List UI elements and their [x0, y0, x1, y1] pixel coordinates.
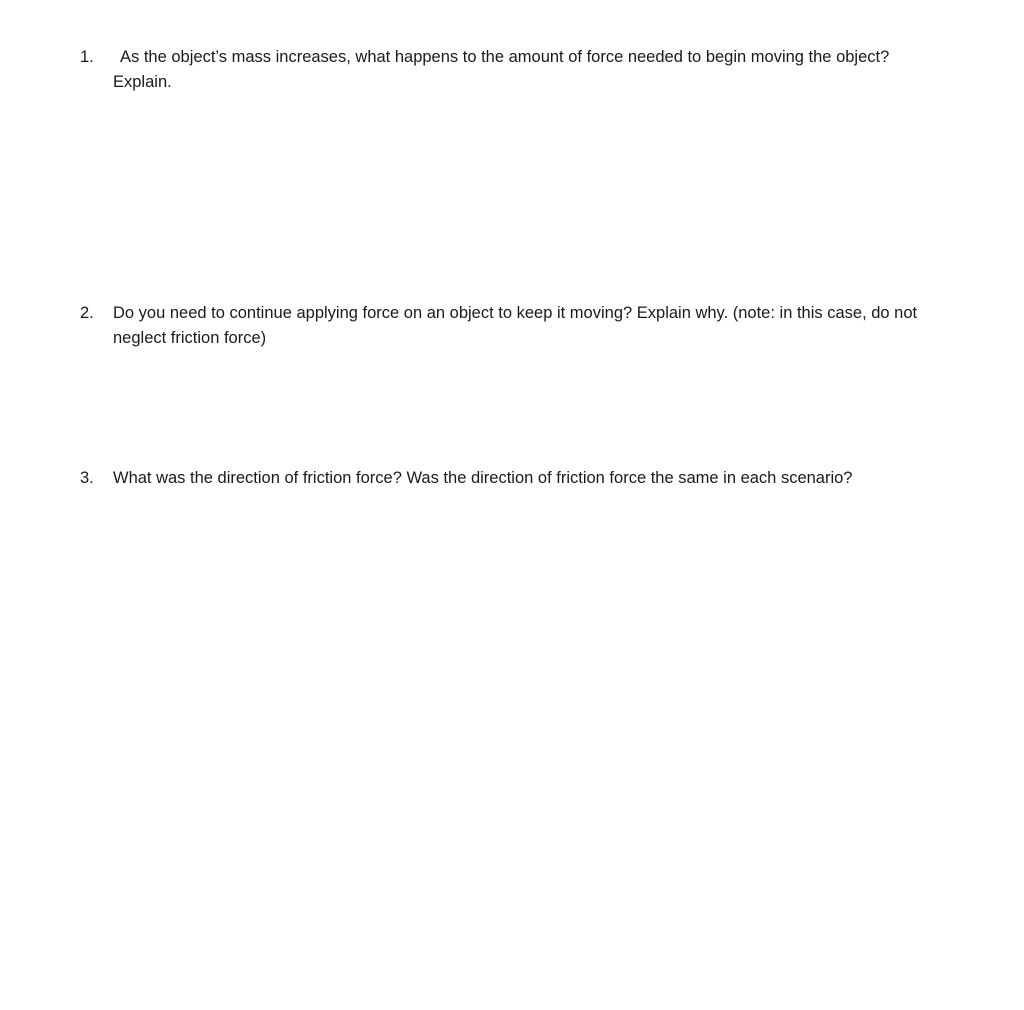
question-text-segment: object’s — [171, 48, 228, 66]
question-1 — [80, 45, 980, 95]
question-text-segment: As the — [120, 48, 172, 66]
question-text — [113, 466, 980, 491]
question-text-line: neglect friction force) — [113, 329, 267, 347]
question-text-segment: mass increases, what happens to the amount of force needed to begin moving the object? — [227, 48, 890, 66]
question-text — [113, 45, 980, 95]
question-text-line: What was the direction of friction force? Was the direction of friction force the same in each scenario? — [113, 469, 853, 487]
question-2 — [80, 301, 980, 351]
question-text-line: Explain. — [113, 73, 172, 91]
question-text — [113, 301, 980, 351]
question-text-line — [113, 45, 980, 70]
question-number: 2. — [80, 304, 94, 322]
question-3 — [80, 466, 980, 491]
question-number: 1. — [80, 48, 94, 66]
question-number: 3. — [80, 469, 94, 487]
question-text-line: Do you need to continue applying force on an object to keep it moving? Explain why. (note: in this case, do not — [113, 304, 918, 322]
